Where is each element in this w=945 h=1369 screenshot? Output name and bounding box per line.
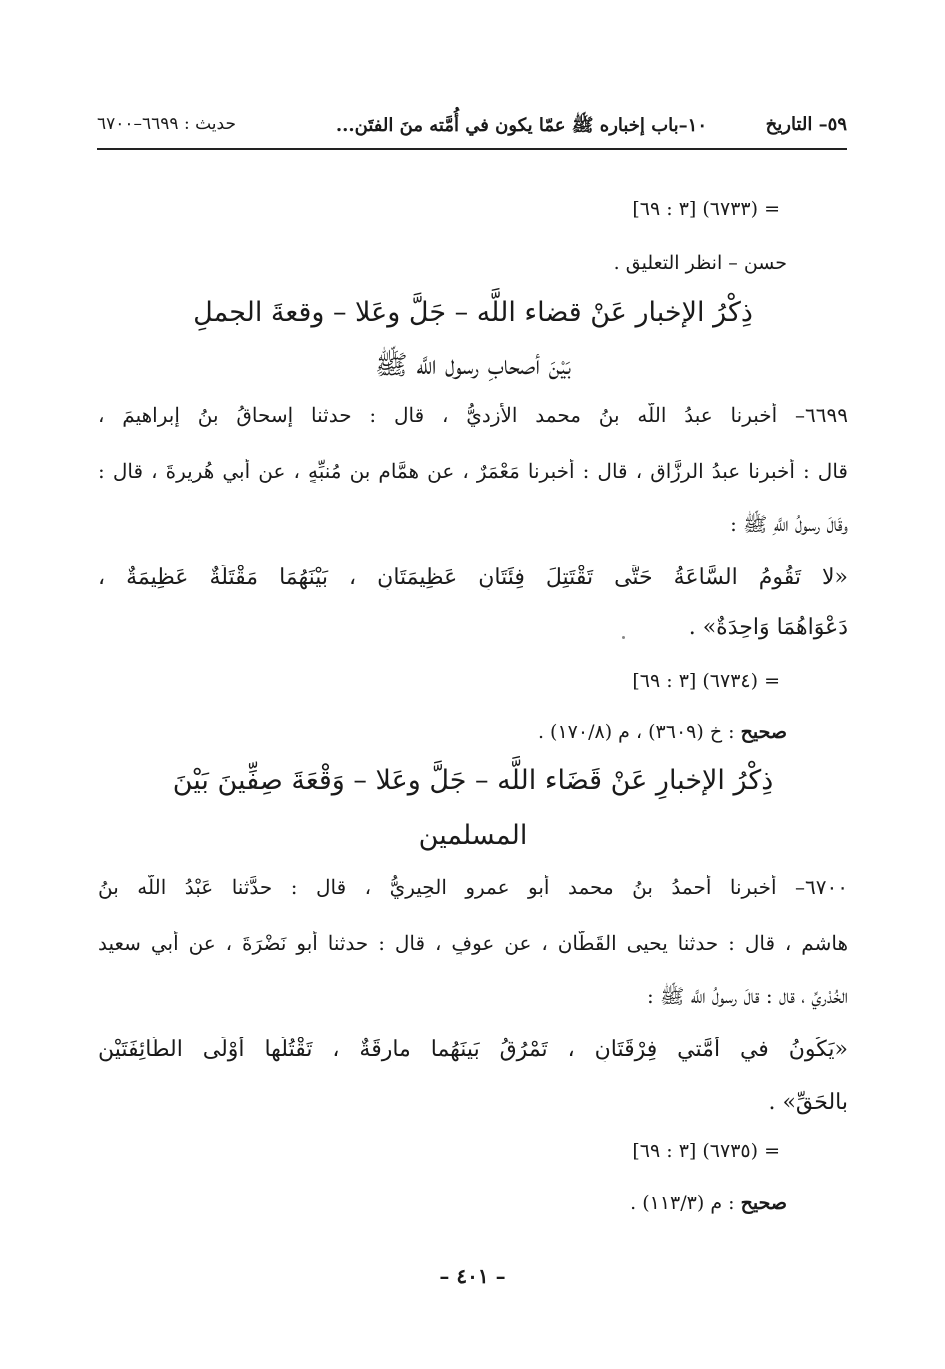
grading-label-3: صحيح xyxy=(740,1192,787,1214)
hadith-6699-matn-line2: دَعْوَاهُمَا وَاحِدَةٌ» . xyxy=(688,615,848,640)
header-divider xyxy=(97,148,847,150)
hadith-6700-isnad-line1: ٦٧٠٠– أخبرنا أحمدُ بنُ محمد أبو عمرو الحِيريُّ ، قال : حدَّثنا عَبْدُ اللَّه بنُ xyxy=(98,875,848,899)
section-title-1-line1: ذِكْرُ الإخبار عَنْ قضاء اللَّه – جَلَّ وعَلا – وقعةَ الجملِ xyxy=(193,297,753,328)
ink-speck xyxy=(622,636,625,639)
hadith-6700-isnad-line3: الخُدْريِّ ، قال : قالَ رسولُ اللَّه ﷺ : xyxy=(647,984,848,1008)
grading-note-3 xyxy=(630,1192,787,1214)
section-title-2-line2: المسلمين xyxy=(418,820,528,851)
grading-note-2 xyxy=(538,721,787,743)
grading-note-1: حسن – انظر التعليق . xyxy=(613,252,787,274)
hadith-6699-isnad-line1: ٦٦٩٩– أخبرنا عبدُ اللَّه بنُ محمد الأزديُّ ، قال : حدثنا إسحاقُ بنُ إبراهيمَ ، xyxy=(98,403,848,427)
hadith-6700-isnad-line2: هاشم ، قال : حدثنا يحيى القَطَّان ، عن عوفٍ ، قال : حدثنا أبو نَضْرَةَ ، عن أبي سعيد xyxy=(98,931,848,955)
header-chapter: ٥٩– التاريخ xyxy=(765,114,847,135)
hadith-6700-matn-line2: بالحَقِّ» . xyxy=(768,1090,848,1115)
cross-reference-6733: = (٦٧٣٣) [٣ : ٦٩] xyxy=(632,198,780,220)
hadith-6699-isnad-line3: وقَالَ رسولُ اللَّهِ ﷺ : xyxy=(730,512,848,536)
section-title-2-line1: ذِكْرُ الإخبارِ عَنْ قَضَاء اللَّه – جَلَّ وعَلا – وَقْعَةَ صِفِّينَ بَيْنَ xyxy=(172,765,774,796)
grading-label-2: صحيح xyxy=(740,721,787,743)
grading-sources-2: : خ (٣٦٠٩) ، م (١٧٠/٨) . xyxy=(537,721,735,743)
running-header xyxy=(97,108,847,148)
hadith-6700-matn-line1: «يَكُونُ في أُمَّتي فِرْقَتَانِ ، تَمْرُقُ بَينَهُما مارِقَةٌ ، تَقْتُلُها أَوْلَى الطَّائِفَتَيْنِ xyxy=(98,1037,848,1062)
page-number: – ٤٠١ – xyxy=(439,1264,506,1288)
grading-sources-3: : م (١١٣/٣) . xyxy=(630,1192,735,1214)
cross-reference-6735: = (٦٧٣٥) [٣ : ٦٩] xyxy=(632,1140,780,1162)
section-title-1-line2: بَيْنَ أصحابِ رسول اللَّه ﷺ xyxy=(375,350,571,381)
cross-reference-6734: = (٦٧٣٤) [٣ : ٦٩] xyxy=(632,670,780,692)
header-section: ١٠–باب إخباره ﷺ عمّا يكون في أُمَّته منَ الفتَن... xyxy=(335,115,707,136)
header-hadith-range: حديث : ٦٦٩٩–٦٧٠٠ xyxy=(97,114,236,134)
hadith-6699-matn-line1: «لا تَقُومُ السَّاعَةُ حَتَّى تَقْتَتِلَ فِئَتَانِ عَظِيمَتَانِ ، بَيْنَهُمَا مَقْتَلَةٌ عَظِيمَةٌ ، xyxy=(98,565,848,590)
hadith-6699-isnad-line2: قال : أخبرنا عبدُ الرزَّاق ، قال : أخبرنا مَعْمَرٌ ، عن همَّامِ بنِ مُنبِّهٍ ، عن أبي هُريرةَ ، قال : xyxy=(98,459,848,483)
